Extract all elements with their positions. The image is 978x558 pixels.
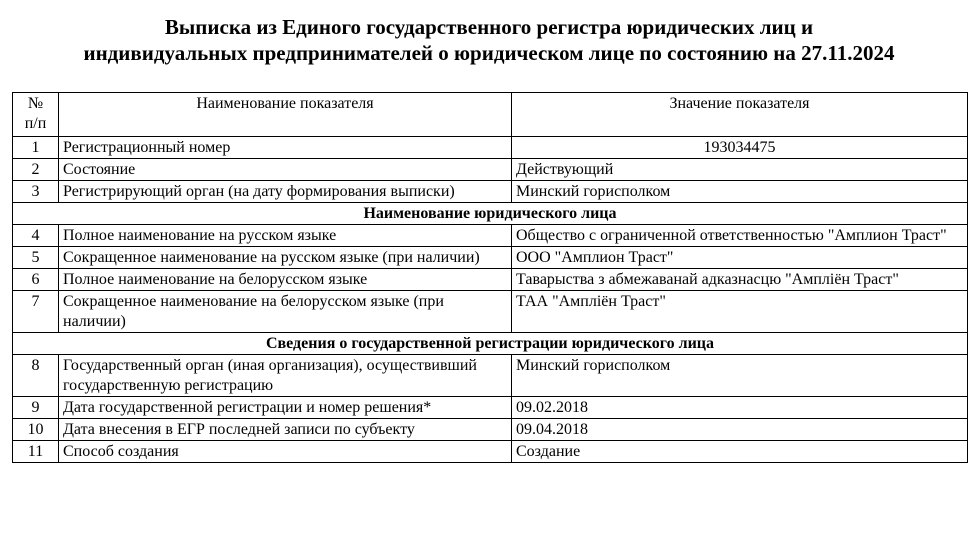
row-indicator-name: Сокращенное наименование на белорусском языке (при наличии) — [59, 291, 512, 333]
table-row — [13, 247, 968, 269]
header-number — [13, 93, 59, 137]
row-indicator-value: Действующий — [512, 159, 968, 181]
section-row — [13, 203, 968, 225]
header-indicator-name: Наименование показателя — [59, 93, 512, 137]
row-number: 10 — [13, 419, 59, 441]
row-number: 11 — [13, 441, 59, 463]
row-number: 1 — [13, 137, 59, 159]
row-indicator-value: Создание — [512, 441, 968, 463]
row-indicator-name: Государственный орган (иная организация), осуществивший государственную регистрацию — [59, 355, 512, 397]
row-indicator-value: Минский горисполком — [512, 355, 968, 397]
row-number: 8 — [13, 355, 59, 397]
table-row — [13, 159, 968, 181]
row-number: 7 — [13, 291, 59, 333]
table-header-row — [13, 93, 968, 137]
row-indicator-value: 09.02.2018 — [512, 397, 968, 419]
row-indicator-value: 09.04.2018 — [512, 419, 968, 441]
row-indicator-name: Полное наименование на белорусском языке — [59, 269, 512, 291]
table-row — [13, 355, 968, 397]
table-row — [13, 441, 968, 463]
row-indicator-name: Полное наименование на русском языке — [59, 225, 512, 247]
row-indicator-value: Минский горисполком — [512, 181, 968, 203]
document-title — [0, 14, 978, 66]
table-row — [13, 225, 968, 247]
header-indicator-value: Значение показателя — [512, 93, 968, 137]
row-indicator-name: Регистрирующий орган (на дату формирования выписки) — [59, 181, 512, 203]
section-title: Сведения о государственной регистрации юридического лица — [13, 333, 968, 355]
table-row — [13, 419, 968, 441]
row-indicator-value: ООО "Амплион Траст" — [512, 247, 968, 269]
header-number-line-1: № — [27, 95, 44, 112]
section-title: Наименование юридического лица — [13, 203, 968, 225]
title-line-1: Выписка из Единого государственного регистра юридических лиц и — [164, 15, 814, 39]
row-number: 6 — [13, 269, 59, 291]
row-number: 5 — [13, 247, 59, 269]
row-indicator-name: Дата внесения в ЕГР последней записи по субъекту — [59, 419, 512, 441]
row-indicator-value: 193034475 — [512, 137, 968, 159]
table-row — [13, 137, 968, 159]
header-number-line-2: п/п — [24, 115, 47, 132]
table-row — [13, 291, 968, 333]
table-row — [13, 397, 968, 419]
section-row — [13, 333, 968, 355]
row-number: 9 — [13, 397, 59, 419]
table-row — [13, 269, 968, 291]
row-indicator-name: Способ создания — [59, 441, 512, 463]
row-indicator-value: Таварыства з абмежаванай адказнасцю "Амплiён Траст" — [512, 269, 968, 291]
table-row — [13, 181, 968, 203]
row-number: 4 — [13, 225, 59, 247]
row-indicator-name: Регистрационный номер — [59, 137, 512, 159]
row-indicator-name: Состояние — [59, 159, 512, 181]
row-indicator-name: Дата государственной регистрации и номер решения* — [59, 397, 512, 419]
title-line-2: индивидуальных предпринимателей о юридическом лице по состоянию на 27.11.2024 — [83, 41, 895, 65]
row-indicator-value: Общество с ограниченной ответственностью "Амплион Траст" — [512, 225, 968, 247]
row-number: 2 — [13, 159, 59, 181]
row-number: 3 — [13, 181, 59, 203]
row-indicator-value: ТАА "Амплiён Траст" — [512, 291, 968, 333]
register-extract-table — [12, 92, 968, 463]
row-indicator-name: Сокращенное наименование на русском языке (при наличии) — [59, 247, 512, 269]
